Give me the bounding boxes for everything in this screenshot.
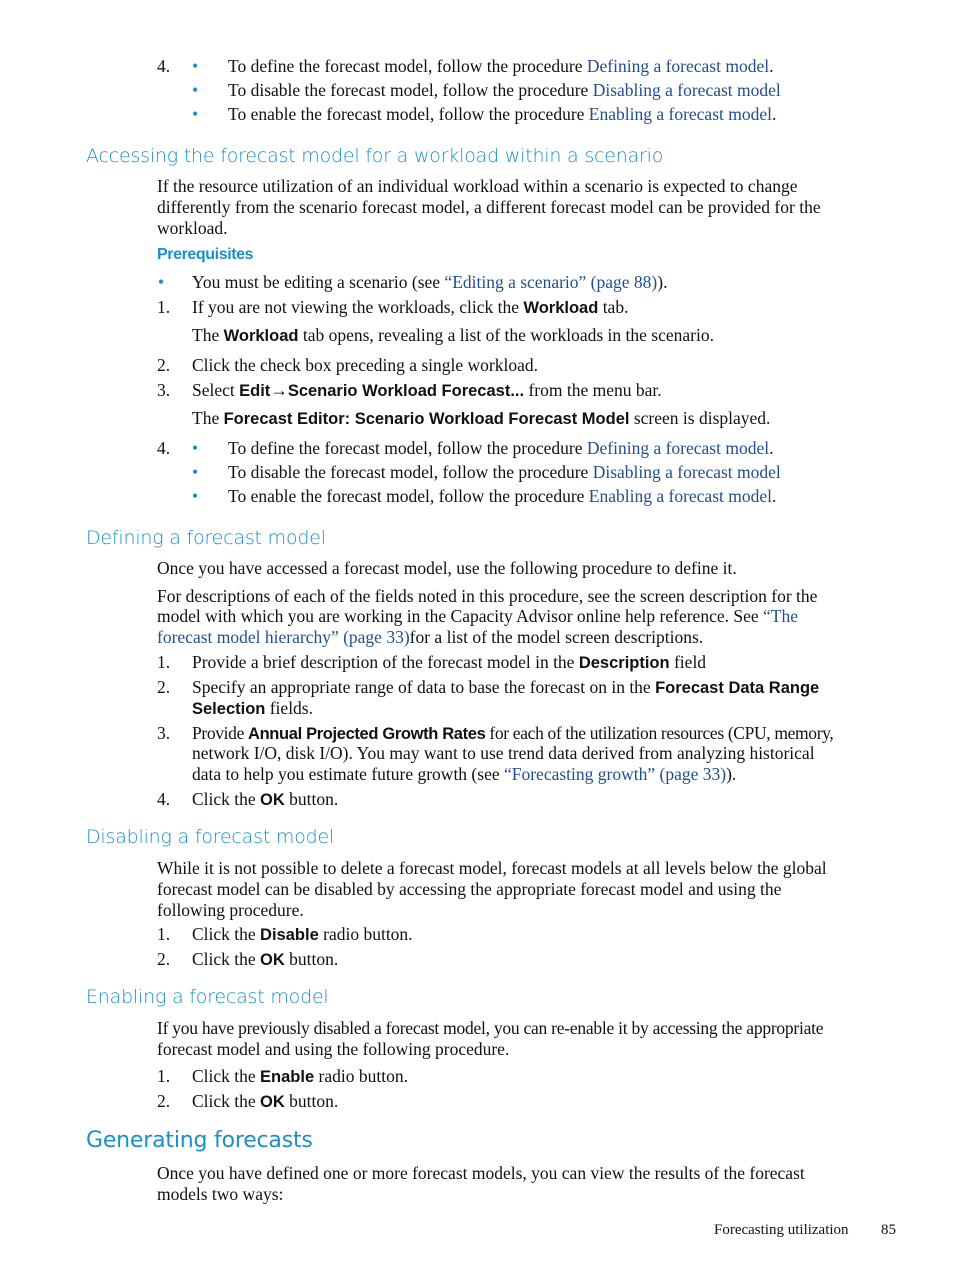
paragraph-line: Once you have defined one or more forecast models, you can view the results of the forecast: [157, 1163, 805, 1183]
paragraph-line: forecast model hierarchy” (page 33)for a list of the model screen descriptions.: [157, 627, 704, 647]
list-item: You must be editing a scenario (see “Editing a scenario” (page 88)).: [192, 272, 668, 292]
prerequisites-heading: Prerequisites: [157, 246, 254, 263]
paragraph-line: If you have previously disabled a forecast model, you can re-enable it by accessing the appropriate: [157, 1018, 824, 1038]
step-number: 2.: [157, 949, 171, 969]
section-heading-disabling: Disabling a forecast model: [86, 826, 335, 848]
step-note: The Forecast Editor: Scenario Workload Forecast Model screen is displayed.: [192, 408, 771, 428]
paragraph-line: For descriptions of each of the fields noted in this procedure, see the screen description for the: [157, 586, 818, 606]
list-number: 4.: [157, 56, 171, 76]
step-number: 1.: [157, 297, 171, 317]
paragraph-line: If the resource utilization of an individual workload within a scenario is expected to change: [157, 176, 798, 196]
step-number: 4.: [157, 789, 171, 809]
paragraph-line: Once you have accessed a forecast model, use the following procedure to define it.: [157, 558, 737, 578]
step-number: 1.: [157, 1066, 171, 1086]
step-text: Click the Disable radio button.: [192, 924, 413, 944]
paragraph-line: forecast model can be disabled by accessing the appropriate forecast model and using the: [157, 879, 782, 899]
link-enabling[interactable]: Enabling a forecast model: [588, 104, 772, 124]
step-number: 1.: [157, 924, 171, 944]
link-disabling[interactable]: Disabling a forecast model: [592, 80, 781, 100]
list-item: To define the forecast model, follow the procedure Defining a forecast model.: [228, 56, 774, 76]
list-item: To enable the forecast model, follow the procedure Enabling a forecast model.: [228, 104, 777, 124]
step-text: Click the check box preceding a single workload.: [192, 355, 539, 375]
link-hierarchy[interactable]: “The: [763, 606, 798, 626]
step-text: network I/O, disk I/O). You may want to use trend data derived from analyzing historical: [192, 743, 815, 763]
step-note: The Workload tab opens, revealing a list of the workloads in the scenario.: [192, 325, 714, 345]
footer-section-title: Forecasting utilization: [714, 1222, 849, 1238]
section-heading-accessing: Accessing the forecast model for a workload within a scenario: [86, 145, 664, 167]
section-heading-defining: Defining a forecast model: [86, 527, 326, 549]
step-number: 3.: [157, 380, 171, 400]
list-item: To disable the forecast model, follow the procedure Disabling a forecast model: [228, 462, 781, 482]
step-text: Click the Enable radio button.: [192, 1066, 408, 1086]
section-heading-generating: Generating forecasts: [86, 1128, 313, 1153]
step-number: 2.: [157, 355, 171, 375]
step-text: Click the OK button.: [192, 789, 339, 809]
paragraph-line: models two ways:: [157, 1184, 284, 1204]
step-text: Selection fields.: [192, 698, 313, 718]
paragraph-line: forecast model and using the following procedure.: [157, 1039, 510, 1059]
paragraph-line: model with which you are working in the Capacity Advisor online help reference. See “The: [157, 606, 798, 626]
bullet: •: [192, 462, 199, 482]
step-text: Specify an appropriate range of data to base the forecast on in the Forecast Data Range: [192, 677, 820, 697]
step-number: 4.: [157, 438, 171, 458]
link-defining[interactable]: Defining a forecast model: [586, 56, 770, 76]
step-text: data to help you estimate future growth (see “Forecasting growth” (page 33)).: [192, 764, 737, 784]
step-number: 3.: [157, 723, 171, 743]
link-editing-scenario[interactable]: “Editing a scenario” (page 88): [444, 272, 658, 292]
link-enabling[interactable]: Enabling a forecast model: [588, 486, 772, 506]
paragraph-line: differently from the scenario forecast model, a different forecast model can be provided for the: [157, 197, 821, 217]
link-disabling[interactable]: Disabling a forecast model: [592, 462, 781, 482]
step-text: Click the OK button.: [192, 949, 339, 969]
link-forecasting-growth[interactable]: “Forecasting growth” (page 33): [503, 764, 727, 784]
link-hierarchy-cont[interactable]: forecast model hierarchy” (page 33): [157, 627, 410, 647]
step-text: Provide Annual Projected Growth Rates for each of the utilization resources (CPU, memory,: [192, 723, 834, 743]
step-number: 1.: [157, 652, 171, 672]
paragraph-line: While it is not possible to delete a forecast model, forecast models at all levels below the global: [157, 858, 827, 878]
step-text: Click the OK button.: [192, 1091, 339, 1111]
step-text: Provide a brief description of the forecast model in the Description field: [192, 652, 707, 672]
list-item: To define the forecast model, follow the procedure Defining a forecast model.: [228, 438, 774, 458]
bullet: •: [192, 80, 199, 100]
step-number: 2.: [157, 677, 171, 697]
bullet: •: [192, 486, 199, 506]
step-number: 2.: [157, 1091, 171, 1111]
paragraph-line: following procedure.: [157, 900, 304, 920]
section-heading-enabling: Enabling a forecast model: [86, 986, 329, 1008]
page-number: 85: [881, 1222, 896, 1238]
step-text: Select Edit→Scenario Workload Forecast... from the menu bar.: [192, 380, 662, 400]
list-item: To disable the forecast model, follow the procedure Disabling a forecast model: [228, 80, 781, 100]
bullet: •: [192, 56, 199, 76]
paragraph-line: workload.: [157, 218, 228, 238]
bullet: •: [192, 438, 199, 458]
step-text: If you are not viewing the workloads, click the Workload tab.: [192, 297, 629, 317]
link-defining[interactable]: Defining a forecast model: [586, 438, 770, 458]
list-item: To enable the forecast model, follow the procedure Enabling a forecast model.: [228, 486, 777, 506]
bullet: •: [158, 272, 165, 292]
bullet: •: [192, 104, 199, 124]
